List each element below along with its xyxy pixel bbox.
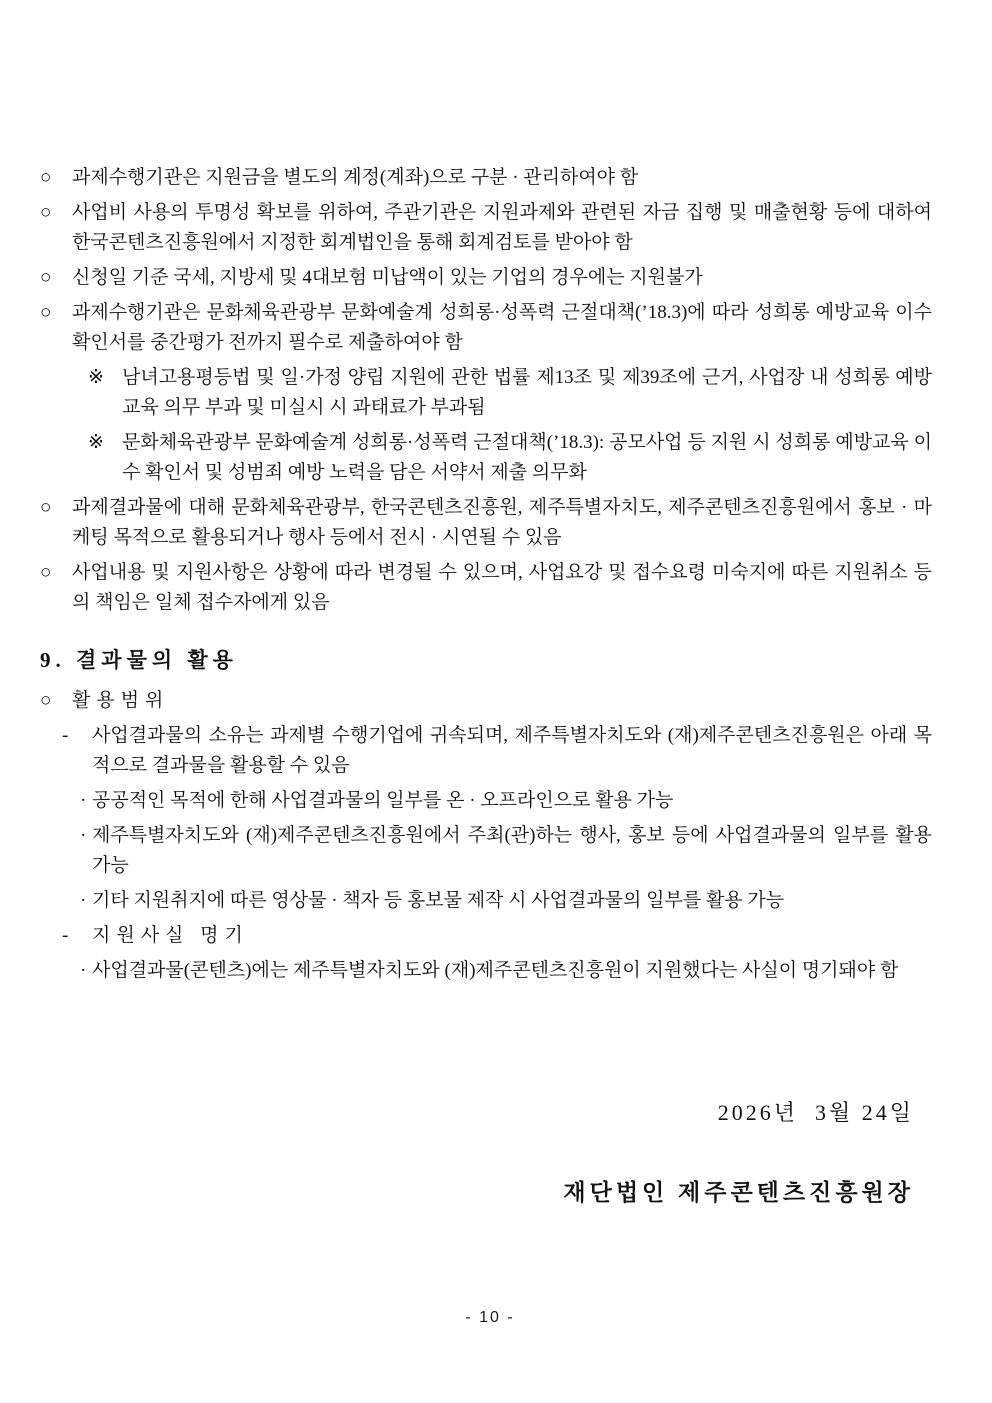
circle-bullet-marker: ○ bbox=[40, 202, 52, 223]
reference-mark: ※ bbox=[88, 432, 104, 453]
bullet-item bbox=[40, 263, 932, 293]
dot-item-text: 기타 지원취지에 따른 영상물 · 책자 등 홍보물 제작 시 사업결과물의 일부를 활용 가능 bbox=[92, 890, 785, 911]
bullet-item-text: 과제결과물에 대해 문화체육관광부, 한국콘텐츠진흥원, 제주특별자치도, 제주콘텐츠진흥원에서 홍보 · 마케팅 목적으로 활용되거나 행사 등에서 전시 · 시연될 수 있음 bbox=[72, 497, 932, 548]
reference-mark: ※ bbox=[88, 367, 104, 388]
dot-item bbox=[80, 821, 932, 881]
bullet-item bbox=[40, 198, 932, 258]
bullet-item bbox=[40, 686, 932, 716]
signer-line: 재단법인 제주콘텐츠진흥원장 bbox=[563, 1180, 914, 1205]
dot-item-text: 사업결과물(콘텐츠)에는 제주특별자치도와 (재)제주콘텐츠진흥원이 지원했다는 사실이 명기돼야 함 bbox=[92, 960, 899, 981]
reference-note-item bbox=[88, 428, 932, 488]
closing-block bbox=[40, 1052, 932, 1256]
section-title: 9. 결과물의 활용 bbox=[40, 648, 238, 672]
dash-item bbox=[62, 721, 932, 781]
dot-item bbox=[80, 956, 932, 986]
reference-note-item bbox=[88, 363, 932, 423]
bullet-item bbox=[40, 163, 932, 193]
dot-item bbox=[80, 786, 932, 816]
circle-bullet-marker: ○ bbox=[40, 167, 52, 188]
bullet-item bbox=[40, 493, 932, 553]
date-line: 2026년 3월 24일 bbox=[717, 1100, 914, 1125]
dot-item-text: 제주특별자치도와 (재)제주콘텐츠진흥원에서 주최(관)하는 행사, 홍보 등에 사업결과물의 일부를 활용 가능 bbox=[92, 825, 932, 876]
dash-item-text: 사업결과물의 소유는 과제별 수행기업에 귀속되며, 제주특별자치도와 (재)제주콘텐츠진흥원은 아래 목적으로 결과물을 활용할 수 있음 bbox=[92, 725, 932, 776]
dot-marker: · bbox=[80, 960, 87, 981]
dash-marker: - bbox=[62, 925, 69, 946]
bullet-item-text: 과제수행기관은 지원금을 별도의 계정(계좌)으로 구분 · 관리하여야 함 bbox=[72, 167, 639, 188]
circle-bullet-marker: ○ bbox=[40, 562, 52, 583]
bullet-item-text: 과제수행기관은 문화체육관광부 문화예술계 성희롱·성폭력 근절대책(’18.3)에 따라 성희롱 예방교육 이수 확인서를 중간평가 전까지 필수로 제출하여야 함 bbox=[72, 302, 932, 353]
circle-bullet-marker: ○ bbox=[40, 690, 52, 711]
dash-item-text: 지원사실 명기 bbox=[92, 925, 249, 946]
dot-marker: · bbox=[80, 890, 87, 911]
dot-item-text: 공공적인 목적에 한해 사업결과물의 일부를 온 · 오프라인으로 활용 가능 bbox=[92, 790, 674, 811]
circle-bullet-marker: ○ bbox=[40, 497, 52, 518]
bullet-item-text: 신청일 기준 국세, 지방세 및 4대보험 미납액이 있는 기업의 경우에는 지원불가 bbox=[72, 267, 703, 288]
dot-marker: · bbox=[80, 825, 87, 846]
dash-item bbox=[62, 921, 932, 951]
reference-note-text: 남녀고용평등법 및 일·가정 양립 지원에 관한 법률 제13조 및 제39조에 근거, 사업장 내 성희롱 예방 교육 의무 부과 및 미실시 시 과태료가 부과됨 bbox=[122, 367, 932, 418]
page-number: - 10 - bbox=[465, 1309, 515, 1326]
bullet-item-text: 활용범위 bbox=[72, 690, 170, 711]
bullet-item bbox=[40, 558, 932, 618]
dot-item bbox=[80, 886, 932, 916]
bullet-item bbox=[40, 298, 932, 358]
circle-bullet-marker: ○ bbox=[40, 267, 52, 288]
dot-marker: · bbox=[80, 790, 87, 811]
circle-bullet-marker: ○ bbox=[40, 302, 52, 323]
reference-note-text: 문화체육관광부 문화예술계 성희롱·성폭력 근절대책(’18.3): 공모사업 등 지원 시 성희롱 예방교육 이수 확인서 및 성범죄 예방 노력을 담은 서약서 제출 의무화 bbox=[122, 432, 932, 483]
bullet-item-text: 사업내용 및 지원사항은 상황에 따라 변경될 수 있으며, 사업요강 및 접수요령 미숙지에 따른 지원취소 등의 책임은 일체 접수자에게 있음 bbox=[72, 562, 932, 613]
bullet-item-text: 사업비 사용의 투명성 확보를 위하여, 주관기관은 지원과제와 관련된 자금 집행 및 매출현황 등에 대하여 한국콘텐츠진흥원에서 지정한 회계법인을 통해 회계검토를 받아야 함 bbox=[72, 202, 932, 253]
dash-marker: - bbox=[62, 725, 69, 746]
